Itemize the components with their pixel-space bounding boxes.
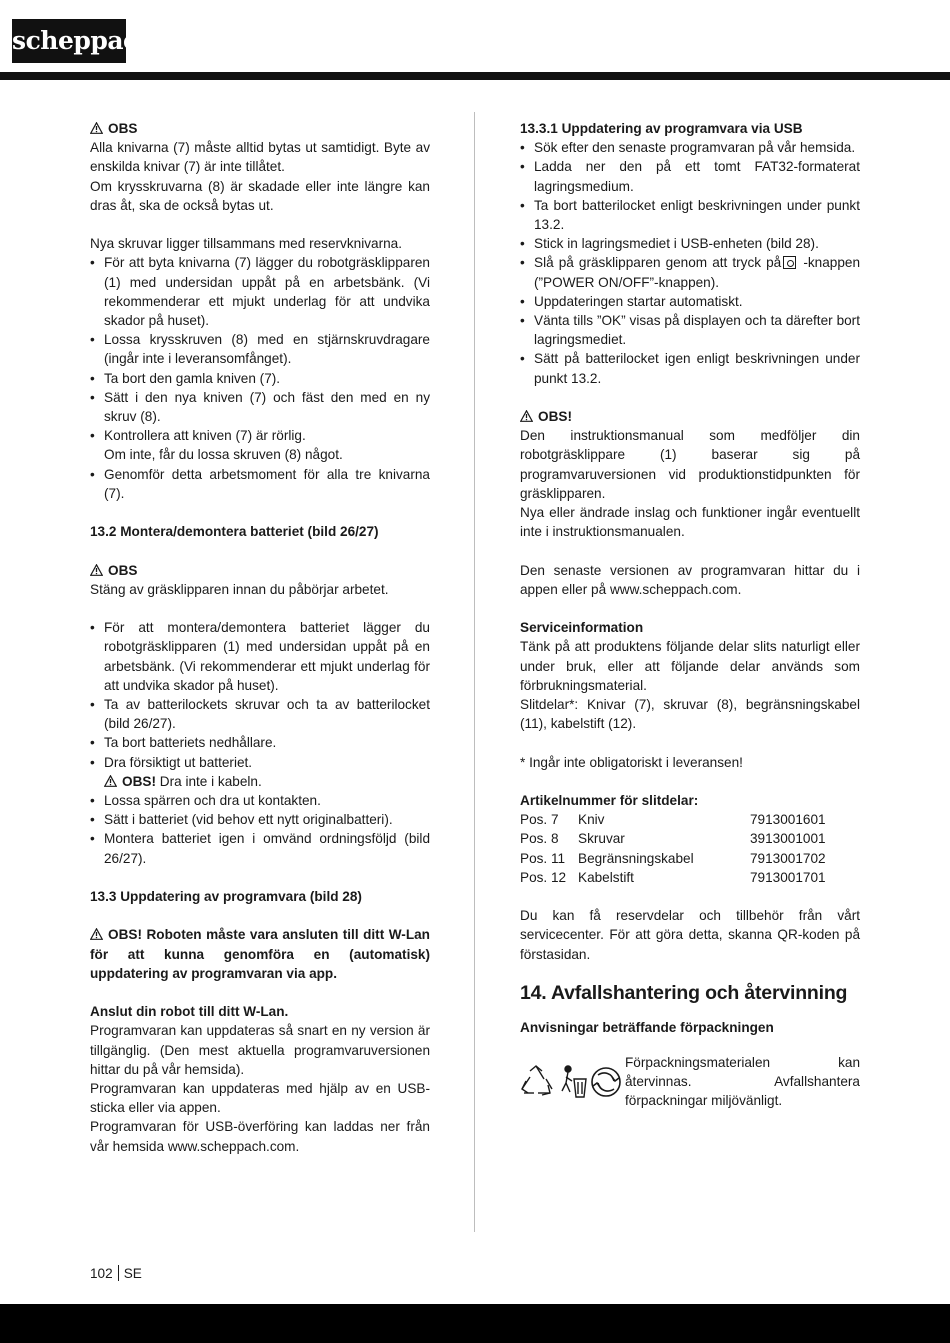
- footnote: * Ingår inte obligatoriskt i leveransen!: [520, 754, 743, 770]
- packaging-heading: Anvisningar beträffande förpackningen: [520, 1019, 774, 1035]
- warning-icon: [90, 122, 103, 134]
- warning-icon: [90, 928, 103, 940]
- recycling-icons: [520, 1063, 622, 1103]
- knife-steps-list: [90, 253, 430, 503]
- warning-icon: [90, 564, 103, 576]
- list-item: • Dra försiktigt ut batteriet.: [90, 753, 430, 772]
- list-item: • Sätt i batteriet (vid behov ett nytt originalbatteri).: [90, 810, 430, 829]
- usb-steps-list: [520, 138, 860, 388]
- section-heading-13-3: 13.3 Uppdatering av programvara (bild 28): [90, 889, 362, 905]
- obs-text: Stäng av gräsklipparen innan du påbörjar arbetet.: [90, 581, 389, 597]
- footer-separator: [118, 1265, 119, 1281]
- page-footer: [90, 1264, 142, 1283]
- right-column: [520, 119, 860, 1111]
- section-heading-14: 14. Avfallshantering och återvinning: [520, 981, 848, 1004]
- packaging-text: Förpackningsmaterialen kan återvinnas. Avfallshantera förpackningar miljövänligt.: [625, 1055, 860, 1109]
- obs-text: Den instruktionsmanual som medföljer din robotgräsklippare (1) baserar sig på programvaruversionen vid produktionstidpunkten för gräsklipparen.: [520, 428, 860, 501]
- parts-heading: Artikelnummer för slitdelar:: [520, 793, 699, 809]
- list-item: • Sök efter den senaste programvaran på vår hemsida.: [520, 138, 860, 157]
- section-heading-13-3-1: 13.3.1 Uppdatering av programvara via USB: [520, 121, 803, 136]
- list-item: • Lossa spärren och dra ut kontakten.: [90, 791, 430, 810]
- list-item: Om inte, får du lossa skruven (8) något.: [104, 447, 343, 463]
- language-code: SE: [123, 1266, 142, 1281]
- table-row: Pos. 12 Kabelstift 7913001701: [520, 869, 826, 885]
- list-item: • Ta bort den gamla kniven (7).: [90, 369, 430, 388]
- list-item: • Uppdateringen startar automatiskt.: [520, 292, 860, 311]
- list-item: • Sätt i den nya kniven (7) och fäst den med en ny skruv (8).: [90, 388, 430, 426]
- recycle-icon: [522, 1066, 552, 1095]
- table-row: Pos. 7 Kniv 7913001601: [520, 812, 826, 828]
- list-item: • Lossa krysskruven (8) med en stjärnskruvdragare (ingår inte i leveransomfånget).: [90, 330, 430, 368]
- service-heading: Serviceinformation: [520, 620, 644, 636]
- left-column: [90, 119, 430, 1156]
- parts-table: [520, 810, 860, 887]
- list-item: • Ladda ner den på ett tomt FAT32-formaterat lagringsmedium.: [520, 157, 860, 195]
- body-text: Programvaran kan uppdateras så snart en ny version är tillgänglig. (Den mest aktuella programvaruversionen hittar du på vår hemsida).: [90, 1023, 430, 1077]
- body-text: Slitdelar*: Knivar (7), skruvar (8), begränsningskabel (11), kabelstift (12).: [520, 697, 860, 732]
- body-text: Den senaste versionen av programvaran hittar du i appen eller på www.scheppach.com.: [520, 562, 860, 597]
- list-item: • Genomför detta arbetsmoment för alla tre knivarna (7).: [90, 465, 430, 503]
- list-item: • Slå på gräsklipparen genom att tryck på -knappen (”POWER ON/OFF”-knappen).: [520, 253, 860, 291]
- list-item: • För att byta knivarna (7) lägger du robotgräsklipparen (1) med undersidan uppåt på en arbetsbänk. (Vi rekommenderar ett mjukt underlag för att undvika skador på huset).: [90, 253, 430, 330]
- intro-text: Nya skruvar ligger tillsammans med reservknivarna.: [90, 236, 402, 252]
- list-item: • Sätt på batterilocket igen enligt beskrivningen under punkt 13.2.: [520, 349, 860, 387]
- obs-text: Om krysskruvarna (8) är skadade eller inte längre kan dras åt, ska de också bytas ut.: [90, 178, 430, 213]
- packaging-block: [520, 1053, 860, 1111]
- obs-text: Alla knivarna (7) måste alltid bytas ut samtidigt. Byte av enskilda knivar (7) är inte tillåtet.: [90, 140, 430, 175]
- column-divider: [474, 112, 475, 1232]
- green-dot-recycle-icon: [592, 1068, 620, 1096]
- warning-icon: [520, 410, 533, 422]
- connect-heading: Anslut din robot till ditt W-Lan.: [90, 1004, 289, 1020]
- warning-icon: [104, 775, 117, 787]
- power-button-icon: [783, 256, 796, 269]
- list-item: • Stick in lagringsmediet i USB-enheten (bild 28).: [520, 234, 860, 253]
- list-item: • Ta bort batteriets nedhållare.: [90, 733, 430, 752]
- list-item: • Kontrollera att kniven (7) är rörlig.: [90, 426, 430, 445]
- obs-heading: OBS: [90, 119, 430, 138]
- list-item: • Ta av batterilockets skruvar och ta av batterilocket (bild 26/27).: [90, 695, 430, 733]
- obs-heading: OBS!: [520, 407, 860, 426]
- footer-bar: [0, 1304, 950, 1343]
- body-text: Du kan få reservdelar och tillbehör från vårt servicecenter. För att göra detta, skanna QR-koden på förstasidan.: [520, 908, 860, 962]
- table-row: Pos. 8 Skruvar 3913001001: [520, 831, 826, 847]
- obs-wlan-warning: OBS! Roboten måste vara ansluten till ditt W-Lan för att kunna genomföra en (automatisk) uppdatering av programvaran via app.: [90, 927, 430, 981]
- body-text: Programvaran för USB-överföring kan laddas ner från vår hemsida www.scheppach.com.: [90, 1119, 430, 1154]
- table-row: Pos. 11 Begränsningskabel 7913001702: [520, 850, 826, 866]
- list-item: • För att montera/demontera batteriet lägger du robotgräsklipparen (1) med undersidan uppåt på en arbetsbänk. (Vi rekommenderar ett mjukt underlag för att undvika skador på huset).: [90, 618, 430, 695]
- section-heading-13-2: 13.2 Montera/demontera batteriet (bild 26/27): [90, 524, 379, 540]
- obs-text: Nya eller ändrade inslag och funktioner ingår eventuellt inte i instruktionsmanualen.: [520, 505, 860, 540]
- body-text: Tänk på att produktens följande delar slits naturligt eller under bruk, eller att följande delar används som förbrukningsmaterial.: [520, 639, 860, 693]
- inline-obs: OBS! Dra inte i kabeln.: [90, 772, 430, 791]
- body-text: Programvaran kan uppdateras med hjälp av en USB-sticka eller via appen.: [90, 1081, 430, 1116]
- battery-steps-list: [90, 618, 430, 868]
- trash-disposal-icon: [562, 1066, 586, 1097]
- page-number: 102: [90, 1266, 113, 1281]
- list-item: • Montera batteriet igen i omvänd ordningsföljd (bild 26/27).: [90, 829, 430, 867]
- scheppach-logo: scheppach: [12, 19, 126, 63]
- header-rule: [0, 72, 950, 80]
- obs-heading: OBS: [90, 561, 430, 580]
- list-item: • Ta bort batterilocket enligt beskrivningen under punkt 13.2.: [520, 196, 860, 234]
- list-item: • Vänta tills ”OK” visas på displayen och ta därefter bort lagringsmediet.: [520, 311, 860, 349]
